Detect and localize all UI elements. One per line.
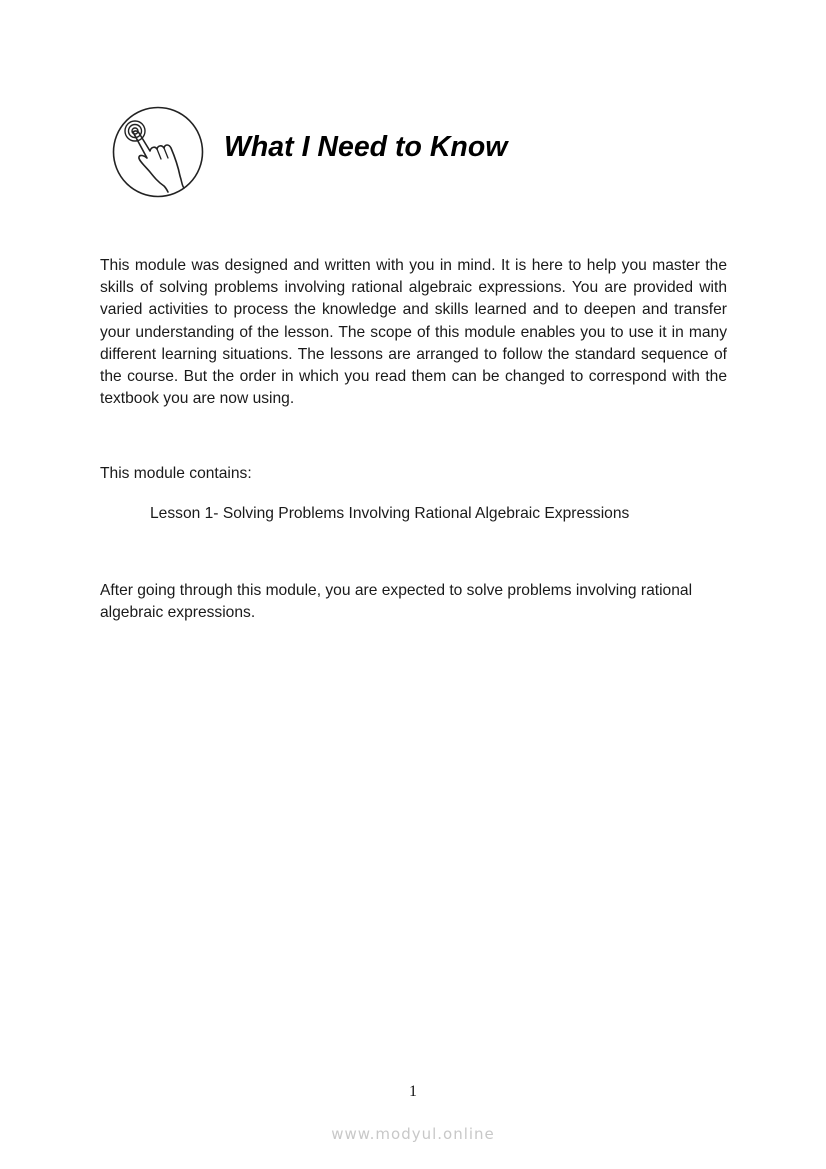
lesson-item: Lesson 1- Solving Problems Involving Rational Algebraic Expressions <box>150 505 630 522</box>
outcome-paragraph: After going through this module, you are expected to solve problems involving rational algebraic expressions. <box>100 582 693 622</box>
hand-pointer-tap-icon <box>112 106 204 198</box>
module-contents-label: This module contains: <box>100 465 252 482</box>
watermark: www.modyul.online <box>331 1125 495 1143</box>
page-title: What I Need to Know <box>224 131 508 163</box>
page-number: 1 <box>409 1083 417 1100</box>
intro-paragraph: This module was designed and written with you in mind. It is here to help you master the skills of solving problems involving rational algebraic expressions. You are provided with varied activities to process the knowledge and skills learned and to deepen and transfer your understanding of the lesson. The scope of this module enables you to use it in many different learning situations. The lessons are arranged to follow the standard sequence of the course. But the order in which you read them can be changed to correspond with the textbook you are now using. <box>100 257 727 408</box>
